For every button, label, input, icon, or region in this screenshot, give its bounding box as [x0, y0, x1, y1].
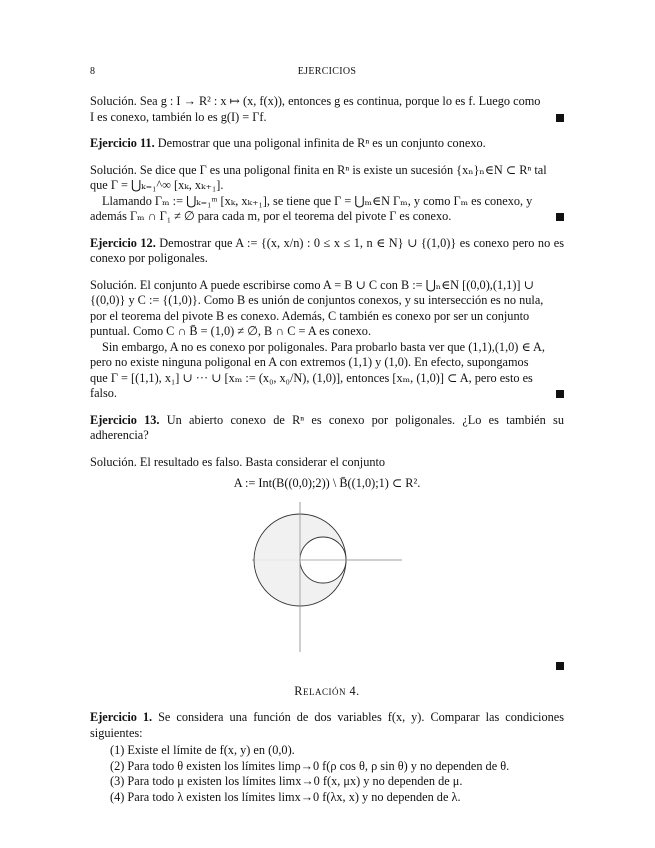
solution-11	[90, 163, 564, 225]
list-item: (4) Para todo λ existen los límites limx→0 f(λx, x) y no dependen de λ.	[110, 789, 461, 804]
text-line: Llamando Γₘ := ⋃ₖ₌₁ᵐ [xₖ, xₖ₊₁], se tiene que Γ = ⋃ₘ∈N Γₘ, y como Γₘ es conexo, y	[102, 193, 533, 208]
text-line: que Γ = ⋃ₖ₌₁^∞ [xₖ, xₖ₊₁].	[90, 178, 224, 192]
text-line: Sin embargo, A no es conexo por poligonales. Para probarlo basta ver que (1,1),(1,0) ∈ A,	[102, 339, 545, 354]
exercise-label: Ejercicio 12.	[90, 235, 156, 250]
text-line: por el teorema del pivote B es conexo. Además, C también es conexo por ser un conjunto	[90, 308, 530, 323]
text-line: Solución. El resultado es falso. Basta considerar el conjunto	[90, 454, 386, 469]
qed-square-icon	[556, 662, 564, 670]
qed-square-icon	[556, 390, 564, 398]
text-line: pero no existe ninguna poligonal en A con extremos (1,1) y (1,0). En efecto, supongamos	[90, 355, 529, 369]
exercise-11	[90, 136, 564, 152]
display-formula: A := Int(B((0,0);2)) \ B̄((1,0);1) ⊂ R².	[233, 476, 421, 490]
annulus-figure	[90, 502, 564, 652]
page	[90, 64, 564, 805]
exercise-label: Ejercicio 11.	[90, 136, 155, 150]
list-item: (3) Para todo μ existen los límites limx→0 f(x, μx) y no dependen de μ.	[110, 774, 463, 788]
list-item: (2) Para todo θ existen los límites limρ→0 f(ρ cos θ, ρ sin θ) y no dependen de θ.	[110, 758, 510, 773]
relacion4-exercise-1	[90, 710, 564, 805]
text-line	[90, 710, 564, 741]
page-header	[90, 64, 564, 78]
text-line	[90, 236, 564, 267]
page-number: 8	[90, 66, 95, 77]
exercise-statement: Demostrar que A := {(x, x/n) : 0 ≤ x ≤ 1, n ∈ N} ∪ {(1,0)} es conexo pero no es conexo por poligonales.	[90, 235, 564, 265]
solution-13	[90, 455, 564, 670]
solution-10	[90, 94, 564, 125]
exercise-statement: Demostrar que una poligonal infinita de Rⁿ es un conjunto conexo.	[154, 136, 486, 150]
exercise-label: Ejercicio 13.	[90, 412, 160, 427]
text-line	[90, 386, 564, 402]
solution-12	[90, 278, 564, 402]
text-span: I es conexo, también lo es g(I) = Γf.	[90, 109, 267, 124]
text-line	[90, 110, 564, 126]
running-title: EJERCICIOS	[297, 66, 357, 77]
text-line: {(0,0)} y C := {(1,0)}. Como B es unión de conjuntos conexos, y su intersección es no nula,	[90, 293, 544, 307]
text-line	[90, 136, 564, 152]
text-line: que Γ = [(1,1), x₁] ∪ ··· ∪ [xₘ := (x₀, x₀/N), (1,0)], entonces [xₘ, (1,0)] ⊂ A, pero esto es	[90, 370, 533, 385]
text-line: puntual. Como C ∩ B̄ = (1,0) ≠ ∅, B ∩ C = A es conexo.	[90, 324, 372, 338]
text-line: Solución. El conjunto A puede escribirse como A = B ∪ C con B := ⋃ₙ∈N [(0,0),(1,1)] ∪	[90, 277, 534, 292]
text-line	[90, 209, 564, 225]
exercise-label: Ejercicio 1.	[90, 710, 153, 724]
text-span: además Γₘ ∩ Γ₁ ≠ ∅ para cada m, por el teorema del pivote Γ es conexo.	[90, 209, 452, 223]
text-line: Solución. Se dice que Γ es una poligonal finita en Rⁿ is existe un sucesión {xₙ}ₙ∈N ⊂ Rⁿ tal	[90, 162, 547, 177]
qed-square-icon	[556, 213, 564, 221]
text-span: falso.	[90, 386, 117, 400]
section-title: Relación 4.	[294, 683, 360, 698]
exercise-13	[90, 413, 564, 444]
figure-svg	[252, 502, 402, 652]
text-line: Solución. Sea g : I → R² : x ↦ (x, f(x)), entonces g es continua, porque lo es f. Luego como	[90, 94, 541, 108]
conditions-list	[90, 743, 564, 805]
list-item: (1) Existe el límite de f(x, y) en (0,0).	[110, 743, 295, 757]
exercise-statement: Se considera una función de dos variables f(x, y). Comparar las condiciones siguientes:	[90, 710, 564, 740]
exercise-statement: Un abierto conexo de Rⁿ es conexo por poligonales. ¿Lo es también su adherencia?	[90, 412, 564, 442]
text-line	[90, 413, 564, 444]
qed-square-icon	[556, 114, 564, 122]
qed-line	[90, 658, 564, 670]
exercise-12	[90, 236, 564, 267]
